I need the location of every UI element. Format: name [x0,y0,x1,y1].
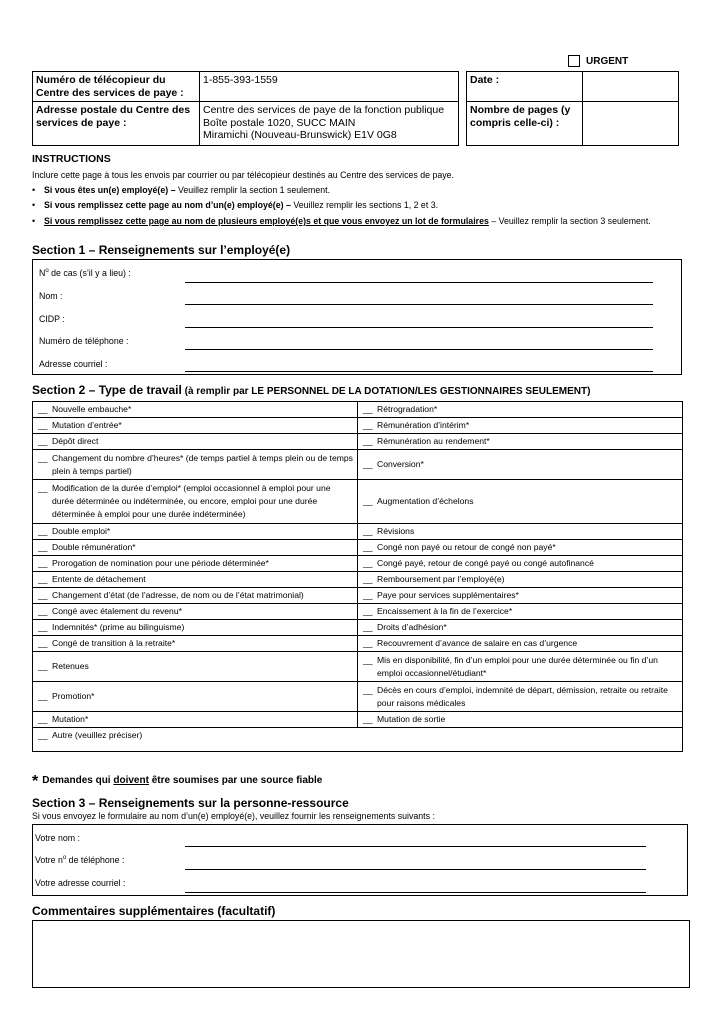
pages-field[interactable] [583,102,679,146]
checkbox-blank[interactable]: __ [38,714,48,724]
checkbox-blank[interactable]: __ [38,420,48,430]
work-type-label: Prorogation de nomination pour une période déterminée* [52,558,269,568]
bullet-bold: Si vous remplissez cette page au nom d’un(e) employé(e) – [44,200,291,210]
checkbox-blank[interactable]: __ [38,691,48,701]
checkbox-blank[interactable]: __ [363,590,373,600]
checkbox-blank[interactable]: __ [363,622,373,632]
work-type-row [33,572,683,588]
checkbox-blank[interactable]: __ [363,558,373,568]
work-type-option[interactable] [358,434,683,450]
checkbox-blank[interactable]: __ [38,730,48,740]
work-type-label: Mis en disponibilité, fin d’un emploi pour une durée déterminée ou fin d’un emploi occasionnel/étudiant* [377,654,658,678]
work-type-row [33,450,683,480]
instruction-bullet: • Si vous remplissez cette page au nom de plusieurs employé(e)s et que vous envoyez un lot de formulaires – Veuillez remplir la section 3 seulement. [32,216,651,226]
work-type-label: Paye pour services supplémentaires* [377,590,519,600]
case-number-label: $N^o$ de cas (s’il y a lieu) : [39,268,131,278]
work-type-label: Changement d’état (de l’adresse, de nom ou de l’état matrimonial) [52,590,304,600]
work-type-label: Entente de détachement [52,574,146,584]
work-type-table [32,401,683,752]
work-type-label: Mutation* [52,714,89,724]
work-type-option[interactable] [33,682,358,712]
work-type-label: Rétrogradation* [377,404,438,414]
address-line: Centre des services de paye de la fonction publique [203,104,445,116]
work-type-label: Retenues [52,661,89,671]
checkbox-blank[interactable]: __ [363,714,373,724]
work-type-option[interactable] [33,572,358,588]
checkbox-blank[interactable]: __ [38,483,48,493]
work-type-row [33,728,683,752]
work-type-option[interactable] [33,434,358,450]
work-type-option[interactable] [33,524,358,540]
checkbox-blank[interactable]: __ [38,542,48,552]
phone-field[interactable] [185,349,653,350]
email-label: Adresse courriel : [39,359,108,369]
checkbox-blank[interactable]: __ [363,606,373,616]
work-type-option[interactable] [33,652,358,682]
address-line: Miramichi (Nouveau-Brunswick) E1V 0G8 [203,129,397,141]
work-type-label: Congé payé, retour de congé payé ou congé autofinancé [377,558,594,568]
work-type-label: Congé avec étalement du revenu* [52,606,182,616]
work-type-label: Augmentation d’échelons [377,496,474,506]
work-type-row [33,604,683,620]
checkbox-blank[interactable]: __ [363,684,373,695]
work-type-option[interactable] [33,604,358,620]
work-type-option[interactable] [33,712,358,728]
date-field[interactable] [583,72,679,102]
work-type-label: Congé de transition à la retraite* [52,638,176,648]
work-type-option[interactable] [358,572,683,588]
work-type-option[interactable] [33,402,358,418]
work-type-option[interactable] [33,636,358,652]
urgent-checkbox[interactable] [568,55,628,67]
date-label: Date : [467,72,583,102]
bullet-text: – Veuillez remplir la section 3 seulement. [488,216,651,226]
bullet-text: Veuillez remplir les sections 1, 2 et 3. [290,200,439,210]
checkbox-blank[interactable]: __ [363,638,373,648]
work-type-label: Indemnités* (prime au bilinguisme) [52,622,185,632]
section2-subtitle: (à remplir par LE PERSONNEL DE LA DOTATION/LES GESTIONNAIRES SEULEMENT) [181,386,591,397]
section2-title: Section 2 – Type de travail (à remplir par LE PERSONNEL DE LA DOTATION/LES GESTIONNAIRES SEULEMENT) [32,383,591,397]
work-type-option[interactable] [358,620,683,636]
work-type-label: Conversion* [377,459,424,469]
work-type-label: Mutation de sortie [377,714,446,724]
checkbox-blank[interactable]: __ [38,574,48,584]
work-type-row [33,556,683,572]
checkbox-blank[interactable]: __ [38,526,48,536]
section3-title: Section 3 – Renseignements sur la personne-ressource [32,796,349,810]
checkbox-blank[interactable]: __ [363,436,373,446]
checkbox-blank[interactable]: __ [363,420,373,430]
contact-name-field[interactable] [185,846,646,847]
work-type-label: Changement du nombre d’heures* (de temps partiel à temps plein ou de temps plein à temps partiel) [52,452,353,476]
checkbox-blank[interactable]: __ [38,436,48,446]
header-right-table [466,71,679,146]
case-number-field[interactable] [185,282,653,283]
work-type-label: Rémunération d’intérim* [377,420,470,430]
work-type-option[interactable] [358,652,683,682]
bullet-text: Veuillez remplir la section 1 seulement. [175,185,331,195]
section3-frame [32,824,688,896]
work-type-row [33,524,683,540]
work-type-row [33,636,683,652]
urgent-box[interactable] [568,55,580,67]
bullet-bold: Si vous êtes un(e) employé(e) – [44,185,176,195]
work-type-row [33,434,683,450]
work-type-option[interactable] [358,636,683,652]
work-type-option[interactable] [33,480,358,524]
work-type-option[interactable] [358,524,683,540]
work-type-option[interactable] [33,556,358,572]
checkbox-blank[interactable]: __ [363,654,373,665]
instructions-title: INSTRUCTIONS [32,153,111,165]
cidp-label: CIDP : [39,314,65,324]
address-line: Boîte postale 1020, SUCC MAIN [203,116,356,129]
checkbox-blank[interactable]: __ [38,590,48,600]
contact-phone-field[interactable] [185,869,646,870]
checkbox-blank[interactable]: __ [363,526,373,536]
instructions-intro: Inclure cette page à tous les envois par courrier ou par télécopieur destinés au Centre des services de paye. [32,170,455,180]
cidp-field[interactable] [185,327,653,328]
work-type-row [33,712,683,728]
checkbox-blank[interactable]: __ [38,638,48,648]
work-type-row [33,480,683,524]
work-type-option[interactable] [33,540,358,556]
checkbox-blank[interactable]: __ [38,661,48,671]
bullet-bold: Si vous remplissez cette page au nom de plusieurs employé(e)s et que vous envoyez un lot de formulaires [44,216,489,226]
work-type-label: Décès en cours d’emploi, indemnité de départ, démission, retraite ou retraite pour raisons médicales [377,684,668,708]
work-type-option[interactable] [358,712,683,728]
work-type-label: Promotion* [52,691,95,701]
work-type-row [33,652,683,682]
work-type-label: Remboursement par l’employé(e) [377,574,505,584]
contact-email-field[interactable] [185,892,646,893]
pages-label: Nombre de pages (y compris celle-ci) : [467,102,583,146]
name-label: Nom : [39,291,63,301]
work-type-label: Nouvelle embauche* [52,404,132,414]
fax-label: Numéro de télécopieur du Centre des services de paye : [33,72,200,102]
checkbox-blank[interactable]: __ [38,606,48,616]
contact-phone-label: Votre $n^o$ de téléphone : [35,855,125,865]
trusted-source-note: * Demandes qui doivent être soumises par une source fiable [32,773,323,790]
work-type-label: Dépôt direct [52,436,99,446]
urgent-label: URGENT [586,55,629,67]
fax-value: 1-855-393-1559 [200,72,459,102]
work-type-label: Congé non payé ou retour de congé non payé* [377,542,556,552]
work-type-option[interactable] [33,588,358,604]
address-value [200,102,459,146]
work-type-label: Encaissement à la fin de l’exercice* [377,606,513,616]
phone-label: Numéro de téléphone : [39,336,129,346]
section3-intro: Si vous envoyez le formulaire au nom d’un(e) employé(e), veuillez fournir les renseignements suivants : [32,811,435,821]
checkbox-blank[interactable]: __ [38,404,48,414]
work-type-label: Rémunération au rendement* [377,436,490,446]
work-type-option[interactable] [33,418,358,434]
work-type-label: Double emploi* [52,526,111,536]
checkbox-blank[interactable]: __ [363,496,373,506]
checkbox-blank[interactable]: __ [38,622,48,632]
work-type-label: Modification de la durée d’emploi* (emploi occasionnel à emploi pour une durée déterminée ou indéterminée, ou encore, emploi pour une durée déterminée à emploi pour une durée indéterminée) [52,483,331,519]
checkbox-blank[interactable]: __ [363,404,373,414]
section1-frame [32,259,682,375]
instruction-bullet: • Si vous remplissez cette page au nom d’un(e) employé(e) – Veuillez remplir les sections 1, 2 et 3. [32,200,439,210]
name-field[interactable] [185,304,653,305]
work-type-label: Double rémunération* [52,542,136,552]
address-label: Adresse postale du Centre des services de paye : [33,102,200,146]
work-type-option[interactable] [358,480,683,524]
work-type-label: Mutation d’entrée* [52,420,122,430]
work-type-row [33,588,683,604]
checkbox-blank[interactable]: __ [363,542,373,552]
work-type-label: Droits d’adhésion* [377,622,447,632]
checkbox-blank[interactable]: __ [363,459,373,469]
contact-name-label: Votre nom : [35,833,80,843]
work-type-label: Autre (veuillez préciser) [52,730,143,740]
work-type-option[interactable] [358,604,683,620]
comments-title: Commentaires supplémentaires (facultatif) [32,904,276,918]
contact-email-label: Votre adresse courriel : [35,878,126,888]
comments-field[interactable] [32,920,690,988]
work-type-row [33,682,683,712]
work-type-row [33,418,683,434]
work-type-label: Révisions [377,526,415,536]
work-type-row [33,540,683,556]
work-type-option[interactable] [358,556,683,572]
work-type-option[interactable] [358,450,683,480]
header-left-table [32,71,459,146]
work-type-option[interactable] [358,418,683,434]
work-type-row [33,620,683,636]
work-type-option[interactable] [358,682,683,712]
checkbox-blank[interactable]: __ [38,452,48,463]
work-type-label: Recouvrement d’avance de salaire en cas d’urgence [377,638,578,648]
work-type-option[interactable] [358,588,683,604]
email-field[interactable] [185,371,653,372]
checkbox-blank[interactable]: __ [38,558,48,568]
work-type-option[interactable] [33,450,358,480]
work-type-option[interactable] [33,620,358,636]
work-type-option[interactable] [33,728,683,752]
work-type-option[interactable] [358,540,683,556]
instruction-bullet: • Si vous êtes un(e) employé(e) – Veuillez remplir la section 1 seulement. [32,185,331,195]
checkbox-blank[interactable]: __ [363,574,373,584]
section1-title: Section 1 – Renseignements sur l’employé(e) [32,243,291,257]
work-type-option[interactable] [358,402,683,418]
work-type-row [33,402,683,418]
